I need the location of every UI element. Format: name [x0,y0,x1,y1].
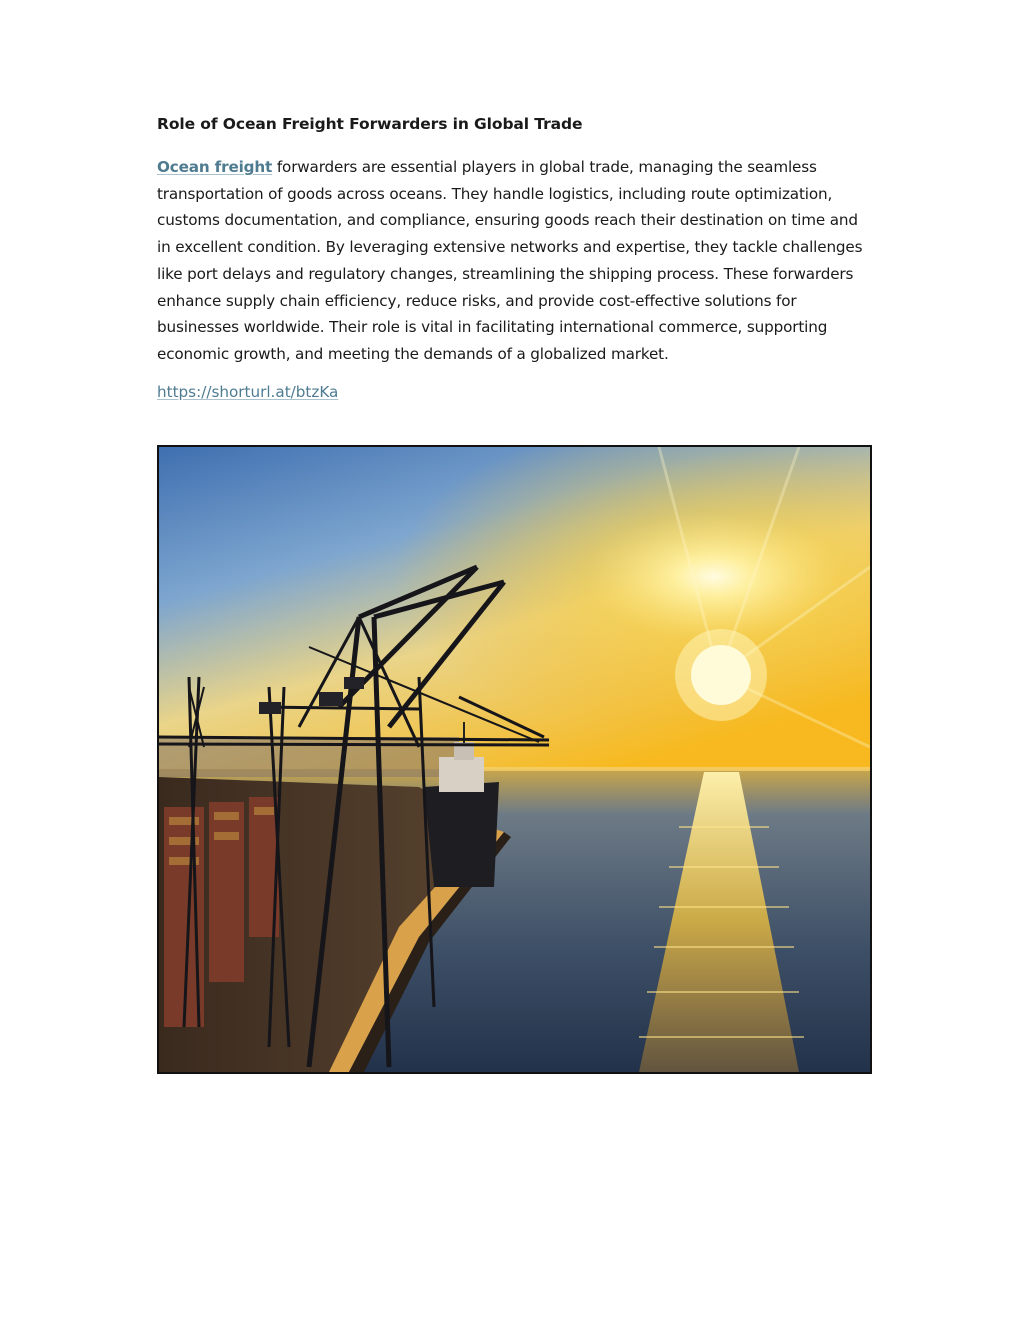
body-paragraph [157,154,872,368]
document-page [157,112,872,418]
ocean-freight-link[interactable]: Ocean freight [157,158,273,176]
short-url-link[interactable]: https://shorturl.at/btzKa [157,382,339,401]
document-title: Role of Ocean Freight Forwarders in Global Trade [157,115,583,133]
port-sunset-illustration [159,447,870,1072]
port-sunset-photo [157,445,872,1074]
paragraph-text: forwarders are essential players in global trade, managing the seamless transportation of goods across oceans. They handle logistics, including route optimization, customs documentation, and compliance, ensuring goods reach their destination on time and in excellent condition. By leveraging extensive networks and expertise, they tackle challenges like port delays and regulatory changes, streamlining the shipping process. These forwarders enhance supply chain efficiency, reduce risks, and provide cost-effective solutions for businesses worldwide. Their role is vital in facilitating international commerce, supporting economic growth, and meeting the demands of a globalized market. [157,158,863,363]
